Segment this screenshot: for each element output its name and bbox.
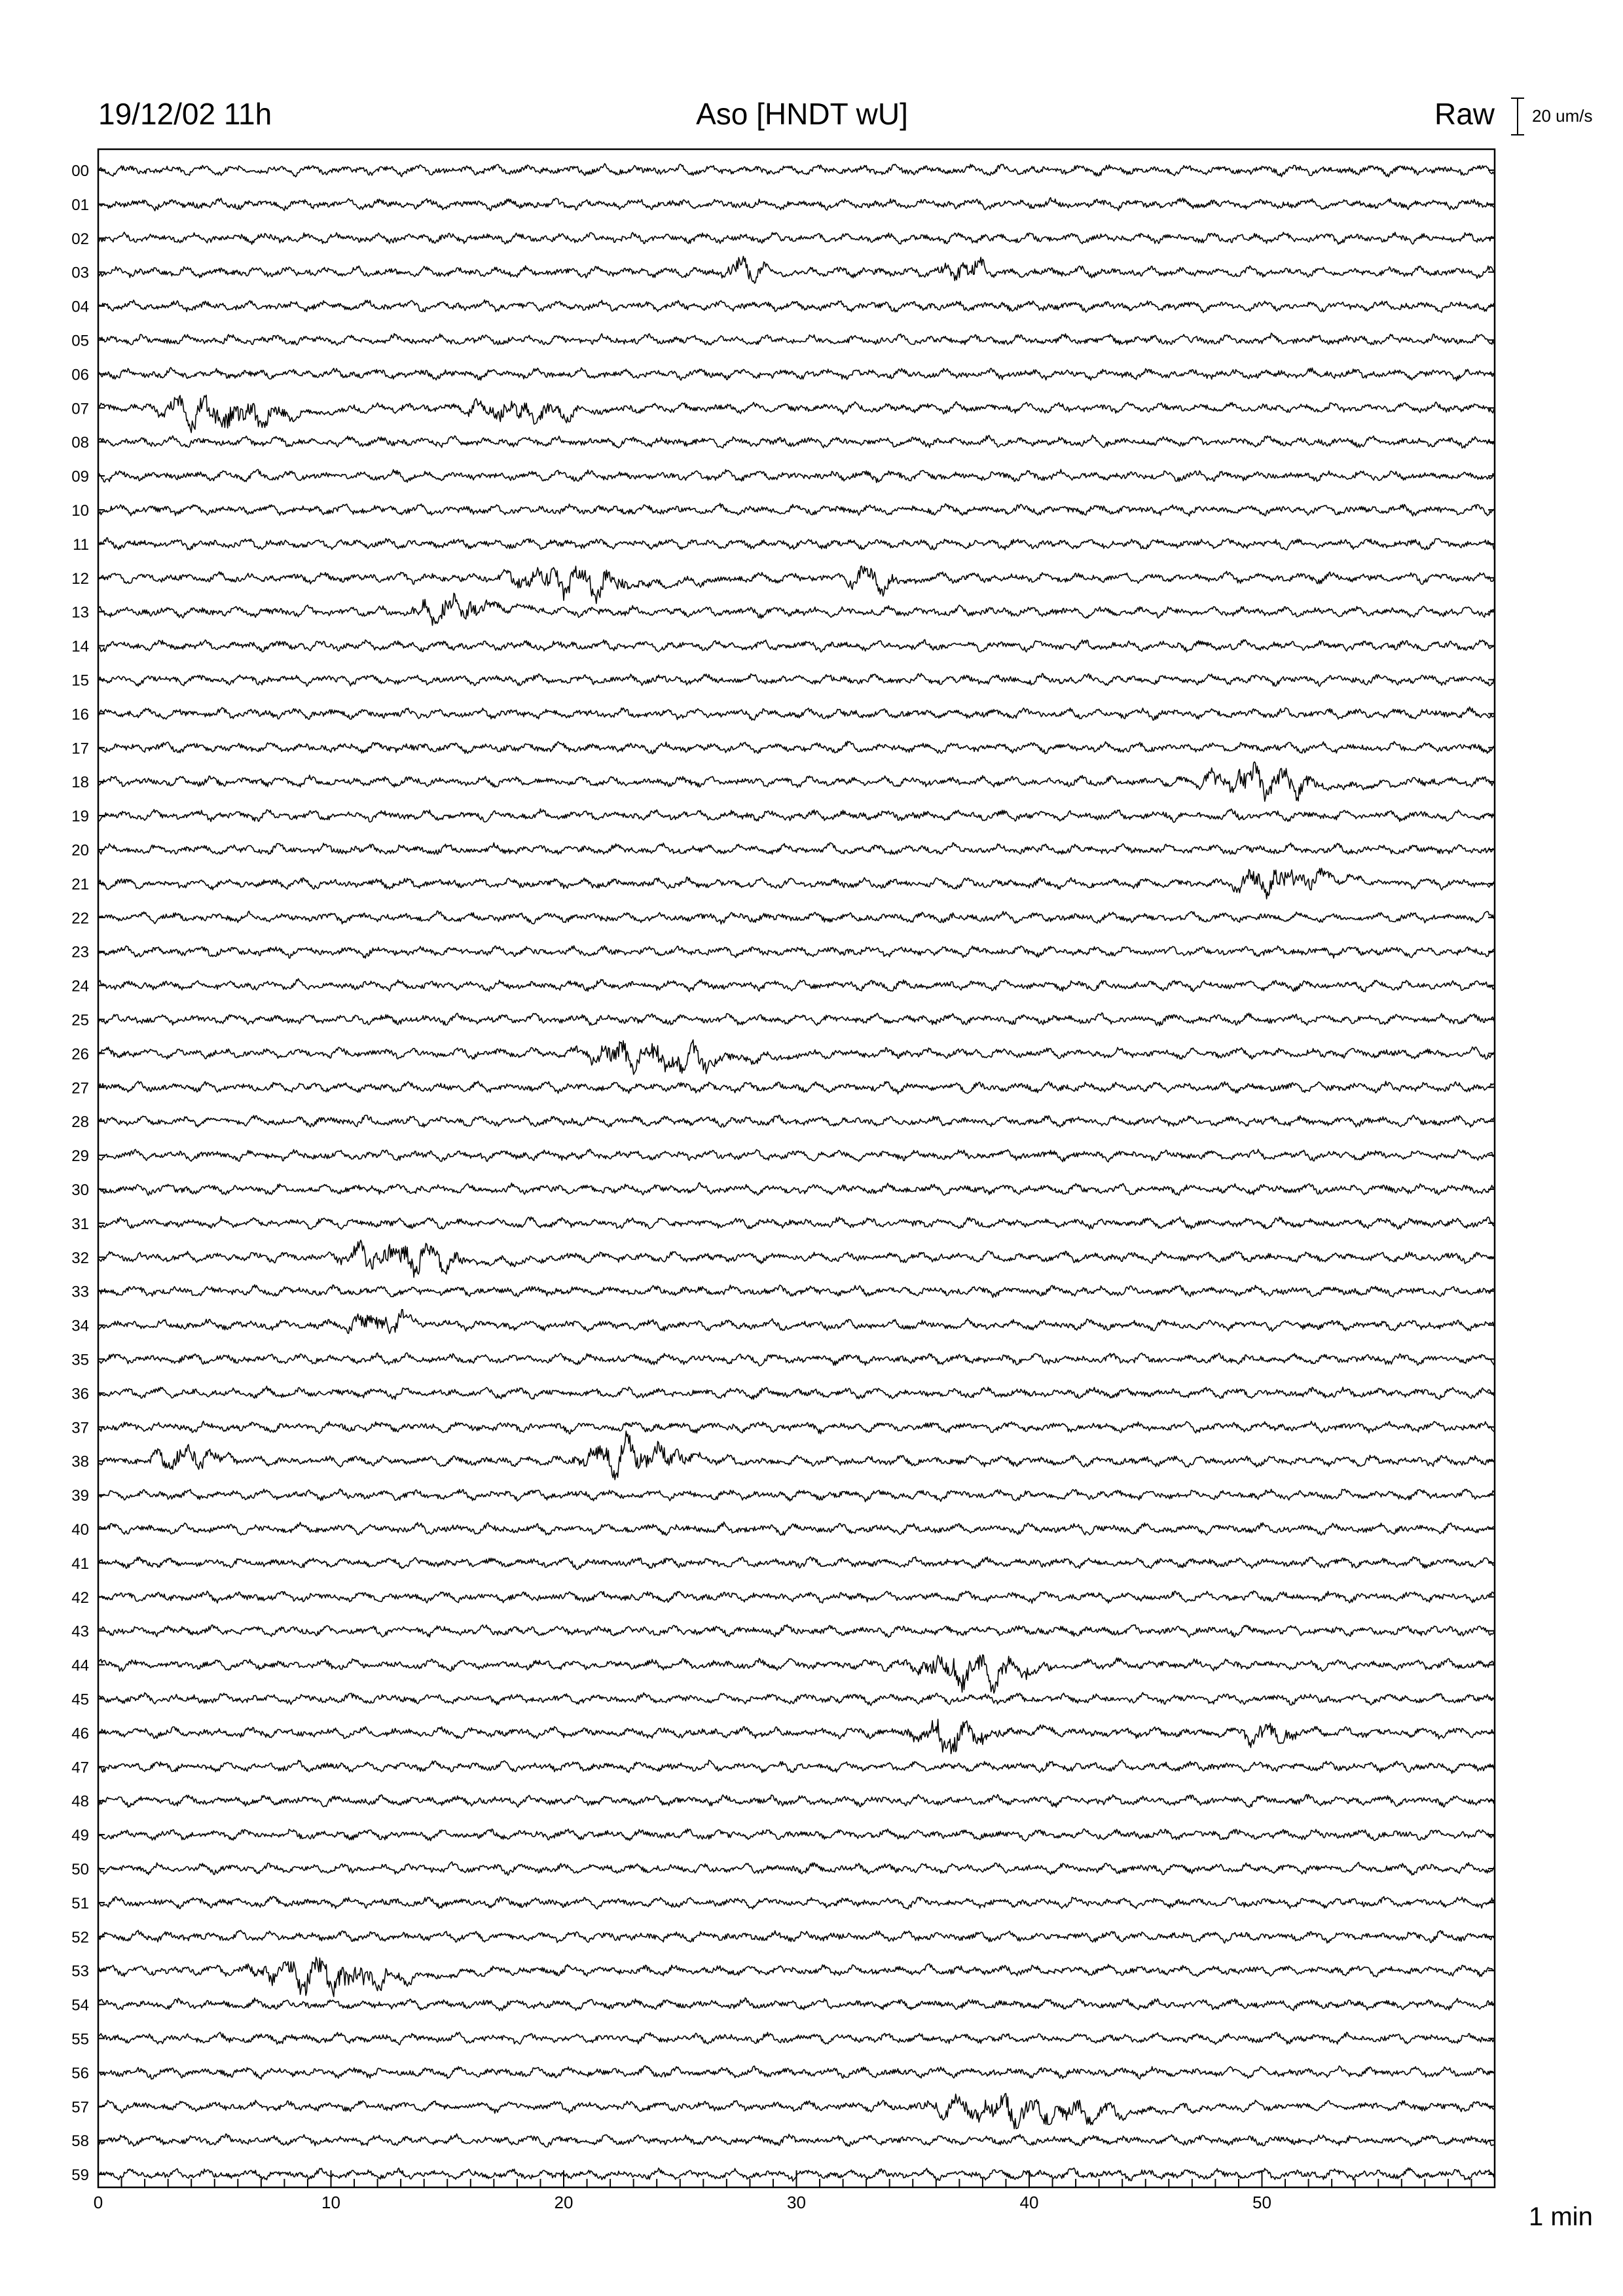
- row-label: 58: [71, 2132, 89, 2151]
- row-label: 34: [71, 1317, 89, 1335]
- x-axis-label: 1 min: [1529, 2202, 1593, 2231]
- trace-line-50: [98, 1862, 1495, 1876]
- scale-bar: [1511, 98, 1593, 135]
- row-label: 30: [71, 1181, 89, 1199]
- trace-line-46: [98, 1719, 1495, 1754]
- row-label: 15: [71, 672, 89, 690]
- row-label: 16: [71, 706, 89, 724]
- row-label: 43: [71, 1623, 89, 1641]
- row-label: 49: [71, 1827, 89, 1845]
- row-label: 12: [71, 569, 89, 588]
- header-mode: Raw: [1434, 97, 1495, 131]
- row-label: 51: [71, 1894, 89, 1912]
- row-label: 00: [71, 162, 89, 180]
- row-label: 54: [71, 1996, 89, 2015]
- row-label: 27: [71, 1079, 89, 1098]
- row-label: 01: [71, 196, 89, 214]
- trace-line-06: [98, 367, 1495, 381]
- trace-line-00: [98, 164, 1495, 177]
- trace-line-19: [98, 809, 1495, 823]
- trace-line-13: [98, 593, 1495, 625]
- trace-line-40: [98, 1522, 1495, 1535]
- trace-line-28: [98, 1115, 1495, 1128]
- trace-line-37: [98, 1421, 1495, 1434]
- trace-line-58: [98, 2134, 1495, 2147]
- row-label: 42: [71, 1588, 89, 1607]
- trace-line-05: [98, 333, 1495, 345]
- trace-line-43: [98, 1624, 1495, 1638]
- trace-line-45: [98, 1693, 1495, 1706]
- plot-frame: [98, 149, 1495, 2187]
- row-label: 14: [71, 637, 89, 656]
- row-label: 44: [71, 1657, 89, 1675]
- trace-line-42: [98, 1591, 1495, 1604]
- row-label: 28: [71, 1113, 89, 1132]
- row-label: 38: [71, 1453, 89, 1471]
- row-label: 23: [71, 943, 89, 961]
- trace-line-51: [98, 1896, 1495, 1909]
- trace-line-10: [98, 503, 1495, 516]
- x-tick-label: 50: [1252, 2193, 1271, 2212]
- trace-line-09: [98, 469, 1495, 482]
- row-label: 11: [73, 535, 89, 554]
- trace-line-33: [98, 1285, 1495, 1297]
- trace-line-30: [98, 1183, 1495, 1195]
- row-label: 13: [71, 603, 89, 622]
- trace-line-18: [98, 762, 1495, 801]
- trace-line-01: [98, 198, 1495, 211]
- trace-line-52: [98, 1930, 1495, 1943]
- row-label: 20: [71, 842, 89, 859]
- trace-line-57: [98, 2094, 1495, 2129]
- row-label: 19: [71, 808, 89, 826]
- header-station-title: Aso [HNDT wU]: [696, 97, 908, 131]
- row-label: 46: [71, 1725, 89, 1743]
- row-label: 37: [71, 1419, 89, 1437]
- row-label: 31: [71, 1215, 89, 1233]
- header-datetime: 19/12/02 11h: [98, 97, 272, 131]
- trace-line-02: [98, 232, 1495, 245]
- trace-line-48: [98, 1795, 1495, 1808]
- row-label: 35: [71, 1351, 89, 1369]
- trace-line-23: [98, 946, 1495, 958]
- row-label: 59: [71, 2166, 89, 2185]
- trace-line-03: [98, 257, 1495, 283]
- row-label: 05: [71, 332, 89, 350]
- row-label-group: [71, 162, 89, 2184]
- row-label: 53: [71, 1962, 89, 1981]
- trace-line-14: [98, 639, 1495, 652]
- trace-line-55: [98, 2032, 1495, 2045]
- trace-line-08: [98, 435, 1495, 448]
- row-label: 18: [71, 774, 89, 792]
- row-label: 03: [71, 264, 89, 282]
- row-label: 32: [71, 1249, 89, 1267]
- scale-label: 20 um/s: [1532, 106, 1593, 126]
- trace-line-47: [98, 1760, 1495, 1773]
- trace-line-22: [98, 911, 1495, 924]
- trace-line-04: [98, 300, 1495, 313]
- trace-line-32: [98, 1240, 1495, 1278]
- row-label: 22: [71, 909, 89, 927]
- trace-line-12: [98, 566, 1495, 603]
- trace-line-26: [98, 1040, 1495, 1075]
- row-label: 26: [71, 1045, 89, 1064]
- trace-line-35: [98, 1353, 1495, 1366]
- trace-line-21: [98, 869, 1495, 899]
- row-label: 09: [71, 468, 89, 486]
- row-label: 29: [71, 1147, 89, 1166]
- trace-line-39: [98, 1489, 1495, 1502]
- x-tick-label: 20: [554, 2193, 574, 2212]
- x-tick-label: 0: [93, 2193, 103, 2212]
- trace-line-49: [98, 1829, 1495, 1841]
- row-label: 48: [71, 1793, 89, 1811]
- row-label: 45: [71, 1691, 89, 1709]
- row-label: 21: [71, 875, 89, 893]
- row-label: 10: [71, 502, 89, 520]
- row-label: 41: [71, 1554, 89, 1573]
- row-label: 50: [71, 1861, 89, 1878]
- row-label: 06: [71, 366, 89, 384]
- row-label: 24: [71, 977, 89, 996]
- trace-line-44: [98, 1655, 1495, 1693]
- trace-line-29: [98, 1149, 1495, 1162]
- row-label: 33: [71, 1283, 89, 1301]
- x-tick-label: 30: [787, 2193, 806, 2212]
- row-label: 04: [71, 298, 89, 316]
- x-tick-label: 10: [321, 2193, 340, 2212]
- row-label: 17: [71, 740, 89, 758]
- trace-line-56: [98, 2066, 1495, 2079]
- trace-line-34: [98, 1310, 1495, 1334]
- trace-line-36: [98, 1386, 1495, 1399]
- trace-line-24: [98, 978, 1495, 992]
- trace-line-41: [98, 1557, 1495, 1570]
- x-tick-label: 40: [1019, 2193, 1039, 2212]
- row-label: 08: [71, 434, 89, 452]
- trace-line-15: [98, 673, 1495, 687]
- row-label: 07: [71, 400, 89, 418]
- trace-line-27: [98, 1081, 1495, 1094]
- trace-line-54: [98, 1998, 1495, 2011]
- row-label: 56: [71, 2064, 89, 2083]
- trace-line-07: [98, 395, 1495, 433]
- row-label: 57: [71, 2098, 89, 2117]
- row-label: 36: [71, 1385, 89, 1403]
- trace-line-25: [98, 1013, 1495, 1026]
- row-label: 47: [71, 1759, 89, 1777]
- trace-line-38: [98, 1431, 1495, 1479]
- trace-group: [98, 164, 1495, 2181]
- trace-line-11: [98, 538, 1495, 550]
- row-label: 52: [71, 1928, 89, 1946]
- trace-line-53: [98, 1957, 1495, 1996]
- trace-line-16: [98, 707, 1495, 720]
- trace-line-31: [98, 1217, 1495, 1230]
- row-label: 40: [71, 1521, 89, 1539]
- trace-line-20: [98, 843, 1495, 855]
- plot-border: [98, 149, 1495, 2187]
- row-label: 39: [71, 1487, 89, 1505]
- trace-line-17: [98, 741, 1495, 754]
- row-label: 55: [71, 2030, 89, 2049]
- row-label: 02: [71, 230, 89, 248]
- row-label: 25: [71, 1011, 89, 1030]
